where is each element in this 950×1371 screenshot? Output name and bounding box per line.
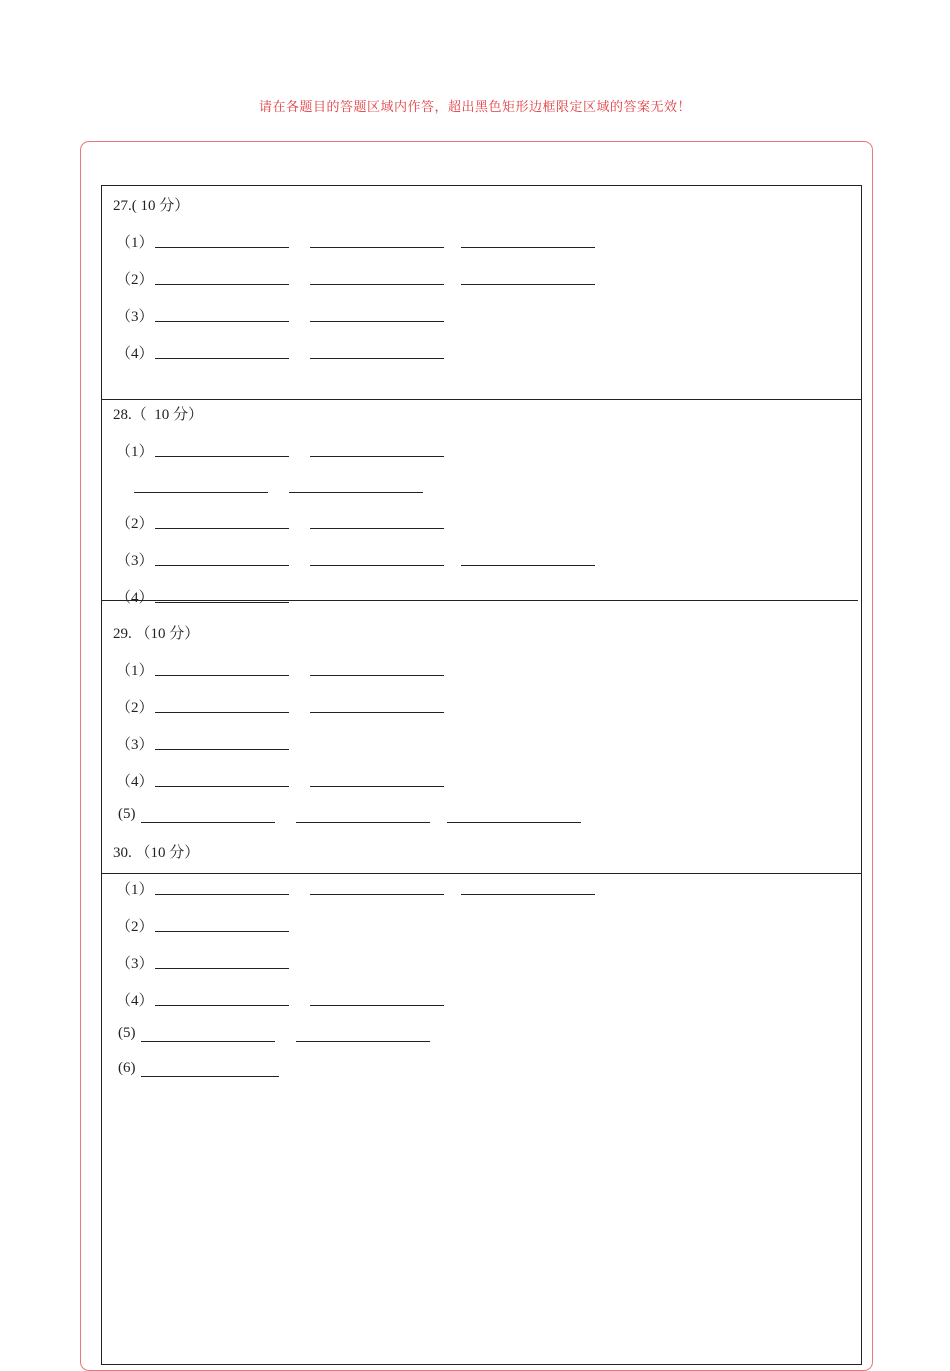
q27-part-4-label: （4） bbox=[116, 346, 154, 362]
answer-blank[interactable] bbox=[310, 1005, 444, 1006]
q29-part-3-label: （3） bbox=[116, 737, 154, 753]
answer-blank[interactable] bbox=[155, 247, 289, 248]
answer-blank[interactable] bbox=[296, 822, 430, 823]
q30-part-5-label: (5) bbox=[118, 1025, 136, 1041]
answer-blank[interactable] bbox=[155, 968, 289, 969]
q28-part-2-label: （2） bbox=[116, 516, 154, 532]
question-30-title: 30. （10 分） bbox=[113, 845, 200, 861]
answer-blank[interactable] bbox=[155, 712, 289, 713]
answer-blank[interactable] bbox=[461, 894, 595, 895]
question-29-title: 29. （10 分） bbox=[113, 626, 200, 642]
answer-blank[interactable] bbox=[310, 456, 444, 457]
answer-blank[interactable] bbox=[310, 321, 444, 322]
answer-blank[interactable] bbox=[155, 894, 289, 895]
answer-blank[interactable] bbox=[310, 786, 444, 787]
q27-part-2-label: （2） bbox=[116, 272, 154, 288]
answer-blank[interactable] bbox=[447, 822, 581, 823]
answer-blank[interactable] bbox=[155, 786, 289, 787]
q29-part-2-label: （2） bbox=[116, 700, 154, 716]
answer-blank[interactable] bbox=[461, 565, 595, 566]
divider-29-30 bbox=[101, 873, 862, 874]
answer-blank[interactable] bbox=[310, 894, 444, 895]
answer-blank[interactable] bbox=[310, 358, 444, 359]
answer-blank[interactable] bbox=[310, 565, 444, 566]
q28-part-4-label: （4） bbox=[116, 590, 154, 606]
answer-blank[interactable] bbox=[155, 1005, 289, 1006]
q30-part-4-label: （4） bbox=[116, 993, 154, 1009]
question-27-title: 27.( 10 分） bbox=[113, 198, 190, 214]
answer-blank[interactable] bbox=[155, 456, 289, 457]
answer-blank[interactable] bbox=[155, 602, 289, 603]
answer-blank[interactable] bbox=[155, 675, 289, 676]
q30-part-2-label: （2） bbox=[116, 919, 154, 935]
q28-part-3-label: （3） bbox=[116, 553, 154, 569]
answer-area-border bbox=[101, 185, 862, 1365]
q27-part-3-label: （3） bbox=[116, 309, 154, 325]
answer-blank[interactable] bbox=[310, 284, 444, 285]
q30-part-3-label: （3） bbox=[116, 956, 154, 972]
answer-blank[interactable] bbox=[461, 247, 595, 248]
q29-part-1-label: （1） bbox=[116, 663, 154, 679]
divider-28-29 bbox=[101, 600, 858, 601]
answer-blank[interactable] bbox=[310, 528, 444, 529]
q28-part-1-label: （1） bbox=[116, 444, 154, 460]
q30-part-6-label: (6) bbox=[118, 1060, 136, 1076]
answer-blank[interactable] bbox=[134, 492, 268, 493]
question-28-title: 28.（ 10 分） bbox=[113, 407, 204, 423]
answer-blank[interactable] bbox=[155, 528, 289, 529]
answer-blank[interactable] bbox=[310, 675, 444, 676]
q29-part-5-label: (5) bbox=[118, 806, 136, 822]
q30-part-1-label: （1） bbox=[116, 882, 154, 898]
q27-part-1-label: （1） bbox=[116, 235, 154, 251]
answer-blank[interactable] bbox=[155, 284, 289, 285]
answer-blank[interactable] bbox=[289, 492, 423, 493]
answer-blank[interactable] bbox=[310, 247, 444, 248]
answer-blank[interactable] bbox=[155, 749, 289, 750]
answer-blank[interactable] bbox=[141, 1076, 279, 1077]
answer-blank[interactable] bbox=[155, 358, 289, 359]
answer-blank[interactable] bbox=[310, 712, 444, 713]
answer-blank[interactable] bbox=[155, 321, 289, 322]
q29-part-4-label: （4） bbox=[116, 774, 154, 790]
answer-blank[interactable] bbox=[155, 931, 289, 932]
answer-blank[interactable] bbox=[296, 1041, 430, 1042]
answer-blank[interactable] bbox=[155, 565, 289, 566]
answer-area-notice: 请在各题目的答题区域内作答，超出黑色矩形边框限定区域的答案无效！ bbox=[258, 99, 691, 114]
answer-blank[interactable] bbox=[141, 822, 275, 823]
answer-blank[interactable] bbox=[141, 1041, 275, 1042]
answer-blank[interactable] bbox=[461, 284, 595, 285]
divider-27-28 bbox=[101, 399, 862, 400]
